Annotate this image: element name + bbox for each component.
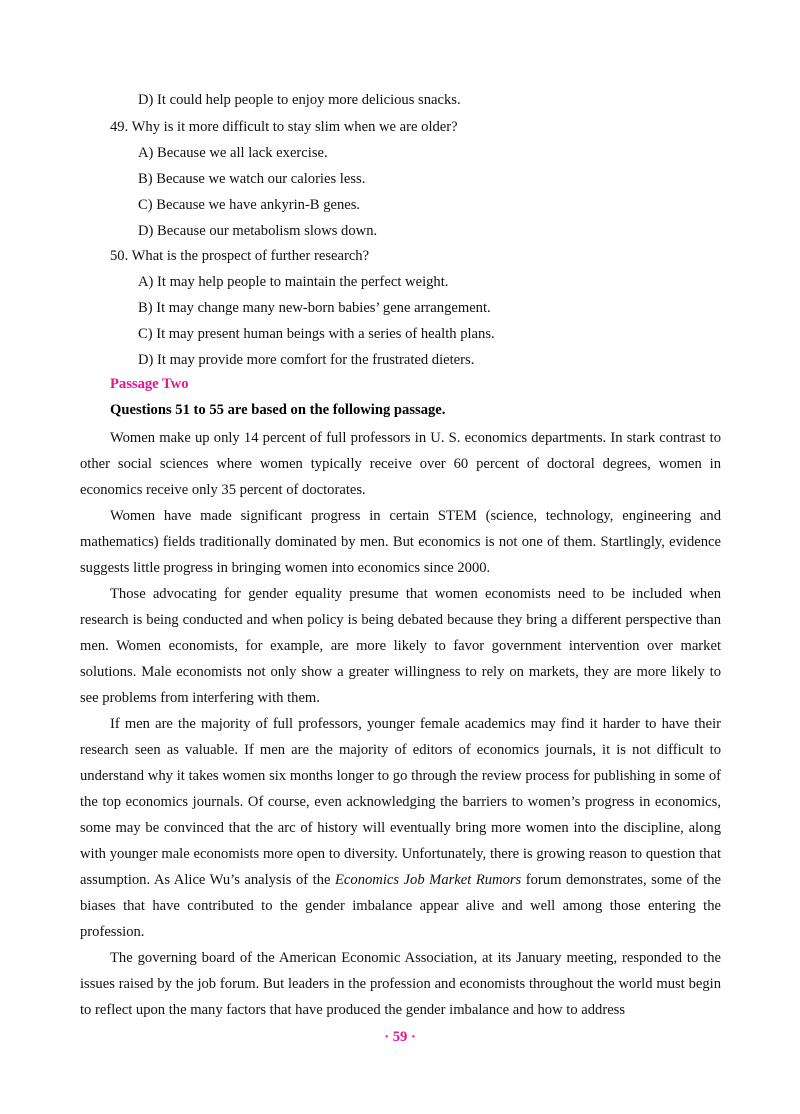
paragraph-2-text: Women have made significant progress in certain STEM (science, technology, engineering and mathematics) fields traditionally dominated by men. But economics is not one of them. Startlingly, evidence suggests little progress in bringing women into economics since 2000. xyxy=(80,508,721,576)
paragraph-1 xyxy=(80,425,721,503)
q50-option-d: D) It may provide more comfort for the frustrated dieters. xyxy=(138,352,475,368)
paragraph-4-text-a: If men are the majority of full professors, younger female academics may find it harder to have their research seen as valuable. If men are the majority of editors of economics journals, it is not difficult to understand why it takes women six months longer to go through the review process for publishing in some of the top economics journals. Of course, even acknowledging the barriers to women’s progress in economics, some may be convinced that the arc of history will eventually bring more women into the discipline, along with younger male economists more open to diversity. Unfortunately, there is growing reason to question that assumption. As Alice Wu’s analysis of the xyxy=(80,716,721,888)
paragraph-2 xyxy=(80,503,721,581)
q50-question: 50. What is the prospect of further research? xyxy=(110,248,370,264)
forum-title: Economics Job Market Rumors xyxy=(335,872,522,888)
q49-option-a: A) Because we all lack exercise. xyxy=(138,145,328,161)
q49-question: 49. Why is it more difficult to stay slim when we are older? xyxy=(110,119,458,135)
paragraph-3 xyxy=(80,581,721,711)
paragraph-1-text: Women make up only 14 percent of full professors in U. S. economics departments. In stark contrast to other social sciences where women typically receive over 60 percent of doctoral degrees, women in economics receive only 35 percent of doctorates. xyxy=(80,430,721,498)
q50-option-b: B) It may change many new-born babies’ gene arrangement. xyxy=(138,300,491,316)
q48-option-d: D) It could help people to enjoy more delicious snacks. xyxy=(138,92,461,108)
q49-option-b: B) Because we watch our calories less. xyxy=(138,171,366,187)
q50-option-a: A) It may help people to maintain the perfect weight. xyxy=(138,274,449,290)
paragraph-4 xyxy=(80,711,721,945)
page-number: · 59 · xyxy=(384,1029,416,1045)
q49-option-d: D) Because our metabolism slows down. xyxy=(138,223,378,239)
paragraph-5 xyxy=(80,945,721,1023)
passage-instruction: Questions 51 to 55 are based on the following passage. xyxy=(110,402,446,418)
q49-option-c: C) Because we have ankyrin-B genes. xyxy=(138,197,361,213)
paragraph-4-text-b: forum demonstrates, some of the biases that have contributed to the gender imbalance appear alive and well among those entering the profession. xyxy=(80,872,721,940)
passage-title: Passage Two xyxy=(110,376,189,392)
paragraph-3-text: Those advocating for gender equality presume that women economists need to be included when research is being conducted and when policy is being debated because they bring a different perspective than men. Women economists, for example, are more likely to favor government intervention over market solutions. Male economists not only show a greater willingness to rely on markets, they are more likely to see problems from interfering with them. xyxy=(80,586,721,706)
paragraph-5-text: The governing board of the American Economic Association, at its January meeting, responded to the issues raised by the job forum. But leaders in the profession and economists throughout the world must begin to reflect upon the many factors that have produced the gender imbalance and how to address xyxy=(80,950,721,1018)
q50-option-c: C) It may present human beings with a series of health plans. xyxy=(138,326,495,342)
